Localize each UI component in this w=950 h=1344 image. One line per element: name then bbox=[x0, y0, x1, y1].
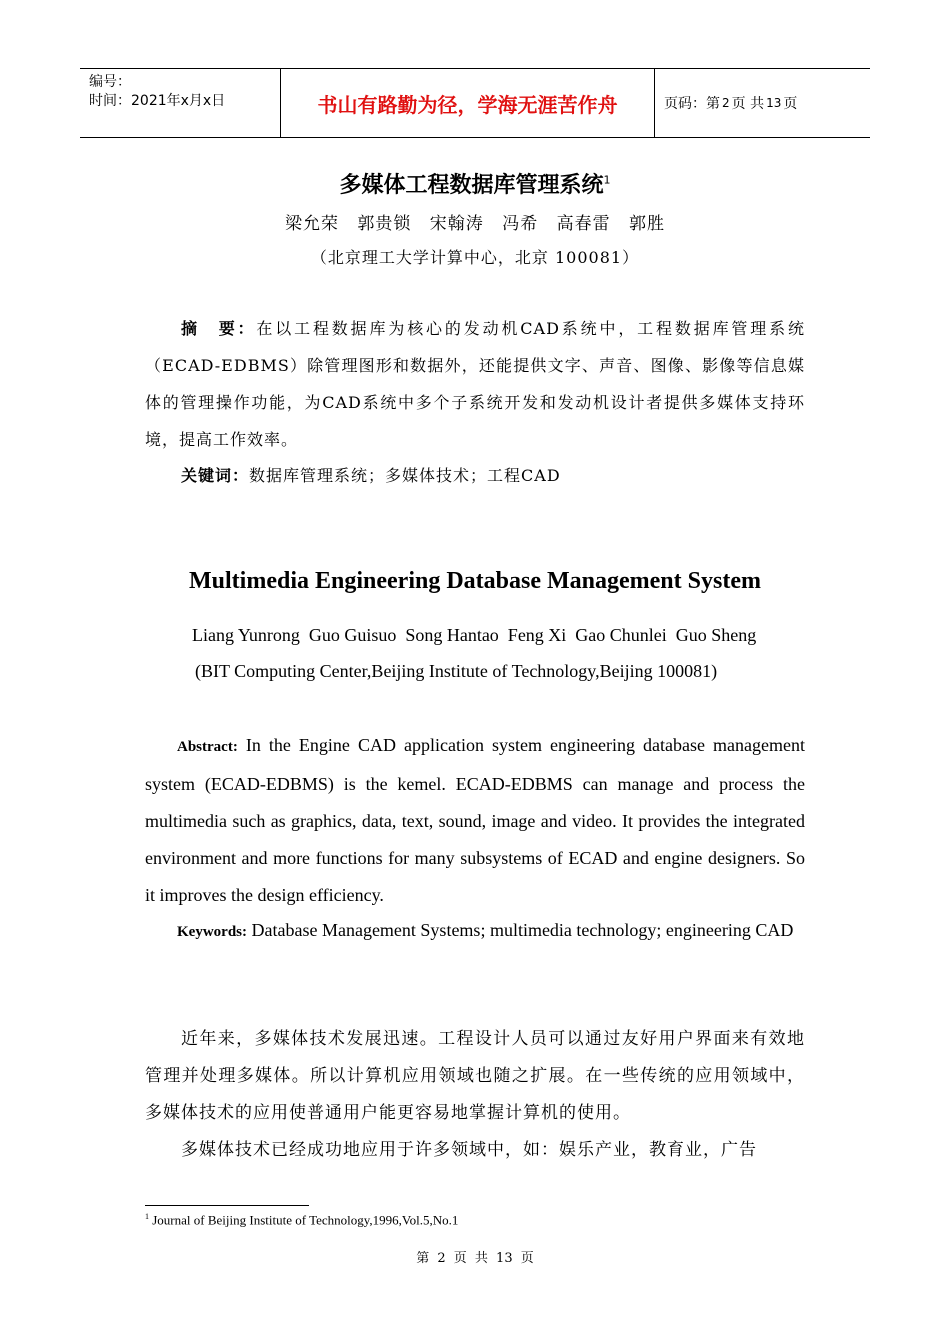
footnote-divider bbox=[145, 1205, 309, 1206]
en-abstract-text: In the Engine CAD application system engineering database management system (ECAD-EDBMS) is the kemel. ECAD-EDBMS can manage and process the multimedia such as graphics, data, text, sound, image and video. It provides the integrated environment and more functions for many subsystems of ECAD and engine designers. So it improves the design efficiency. bbox=[145, 735, 805, 905]
page-footer: 第 2 页 共 13 页 bbox=[416, 1251, 534, 1266]
cn-abstract-text: 在以工程数据库为核心的发动机CAD系统中，工程数据库管理系统（ECAD-EDBMS）除管理图形和数据外，还能提供文字、声音、图像、影像等信息媒体的管理操作功能，为CAD系统中多个子系统开发和发动机设计者提供多媒体支持环境，提高工作效率。 bbox=[145, 319, 805, 449]
header-page-end: 页 bbox=[783, 96, 798, 112]
cn-title-footnote-mark: 1 bbox=[603, 173, 611, 187]
en-title: Multimedia Engineering Database Management System bbox=[189, 568, 761, 594]
header-page-info bbox=[655, 69, 870, 137]
page-header bbox=[80, 68, 870, 138]
en-abstract-label: Abstract: bbox=[177, 739, 238, 755]
header-number-label: 编号： bbox=[89, 74, 131, 90]
footnote bbox=[145, 1212, 458, 1228]
header-page-current: 2 bbox=[722, 96, 730, 110]
cn-title-text: 多媒体工程数据库管理系统 bbox=[339, 173, 604, 198]
footnote-mark: 1 bbox=[145, 1212, 149, 1221]
cn-abstract-label: 摘 要： bbox=[181, 319, 257, 338]
cn-abstract bbox=[145, 310, 805, 458]
cn-authors: 梁允荣 郭贵锁 宋翰涛 冯希 高春雷 郭胜 bbox=[284, 214, 666, 234]
header-meta bbox=[80, 69, 281, 137]
body-paragraph-1: 近年来，多媒体技术发展迅速。工程设计人员可以通过友好用户界面来有效地管理并处理多媒体。所以计算机应用领域也随之扩展。在一些传统的应用领域中，多媒体技术的应用使普通用户能更容易地掌握计算机的使用。 bbox=[145, 1029, 805, 1123]
header-motto: 书山有路勤为径，学海无涯苦作舟 bbox=[281, 69, 655, 137]
en-abstract bbox=[145, 727, 805, 914]
header-time-label: 时间：2021年x月x日 bbox=[89, 93, 226, 109]
cn-title bbox=[0, 168, 950, 199]
en-authors: Liang Yunrong Guo Guisuo Song Hantao Feng Xi Gao Chunlei Guo Sheng bbox=[192, 625, 757, 645]
en-keywords-text: Database Management Systems; multimedia technology; engineering CAD bbox=[247, 920, 794, 940]
header-page-label: 页码：第 bbox=[664, 96, 720, 112]
cn-keywords-label: 关键词： bbox=[181, 466, 250, 485]
en-keywords bbox=[145, 912, 805, 951]
en-keywords-label: Keywords: bbox=[177, 924, 247, 940]
header-page-total: 13 bbox=[766, 96, 782, 110]
footnote-text: Journal of Beijing Institute of Technology,1996,Vol.5,No.1 bbox=[149, 1212, 459, 1228]
cn-keywords-text: 数据库管理系统；多媒体技术；工程CAD bbox=[249, 466, 561, 485]
header-page-mid: 页 共 bbox=[731, 96, 765, 112]
en-affiliation: (BIT Computing Center,Beijing Institute of Technology,Beijing 100081) bbox=[195, 661, 718, 681]
cn-affiliation: （北京理工大学计算中心，北京 100081） bbox=[310, 248, 640, 267]
cn-keywords bbox=[145, 457, 805, 494]
body-paragraph-2: 多媒体技术已经成功地应用于许多领域中，如：娱乐产业，教育业，广告 bbox=[181, 1140, 757, 1160]
